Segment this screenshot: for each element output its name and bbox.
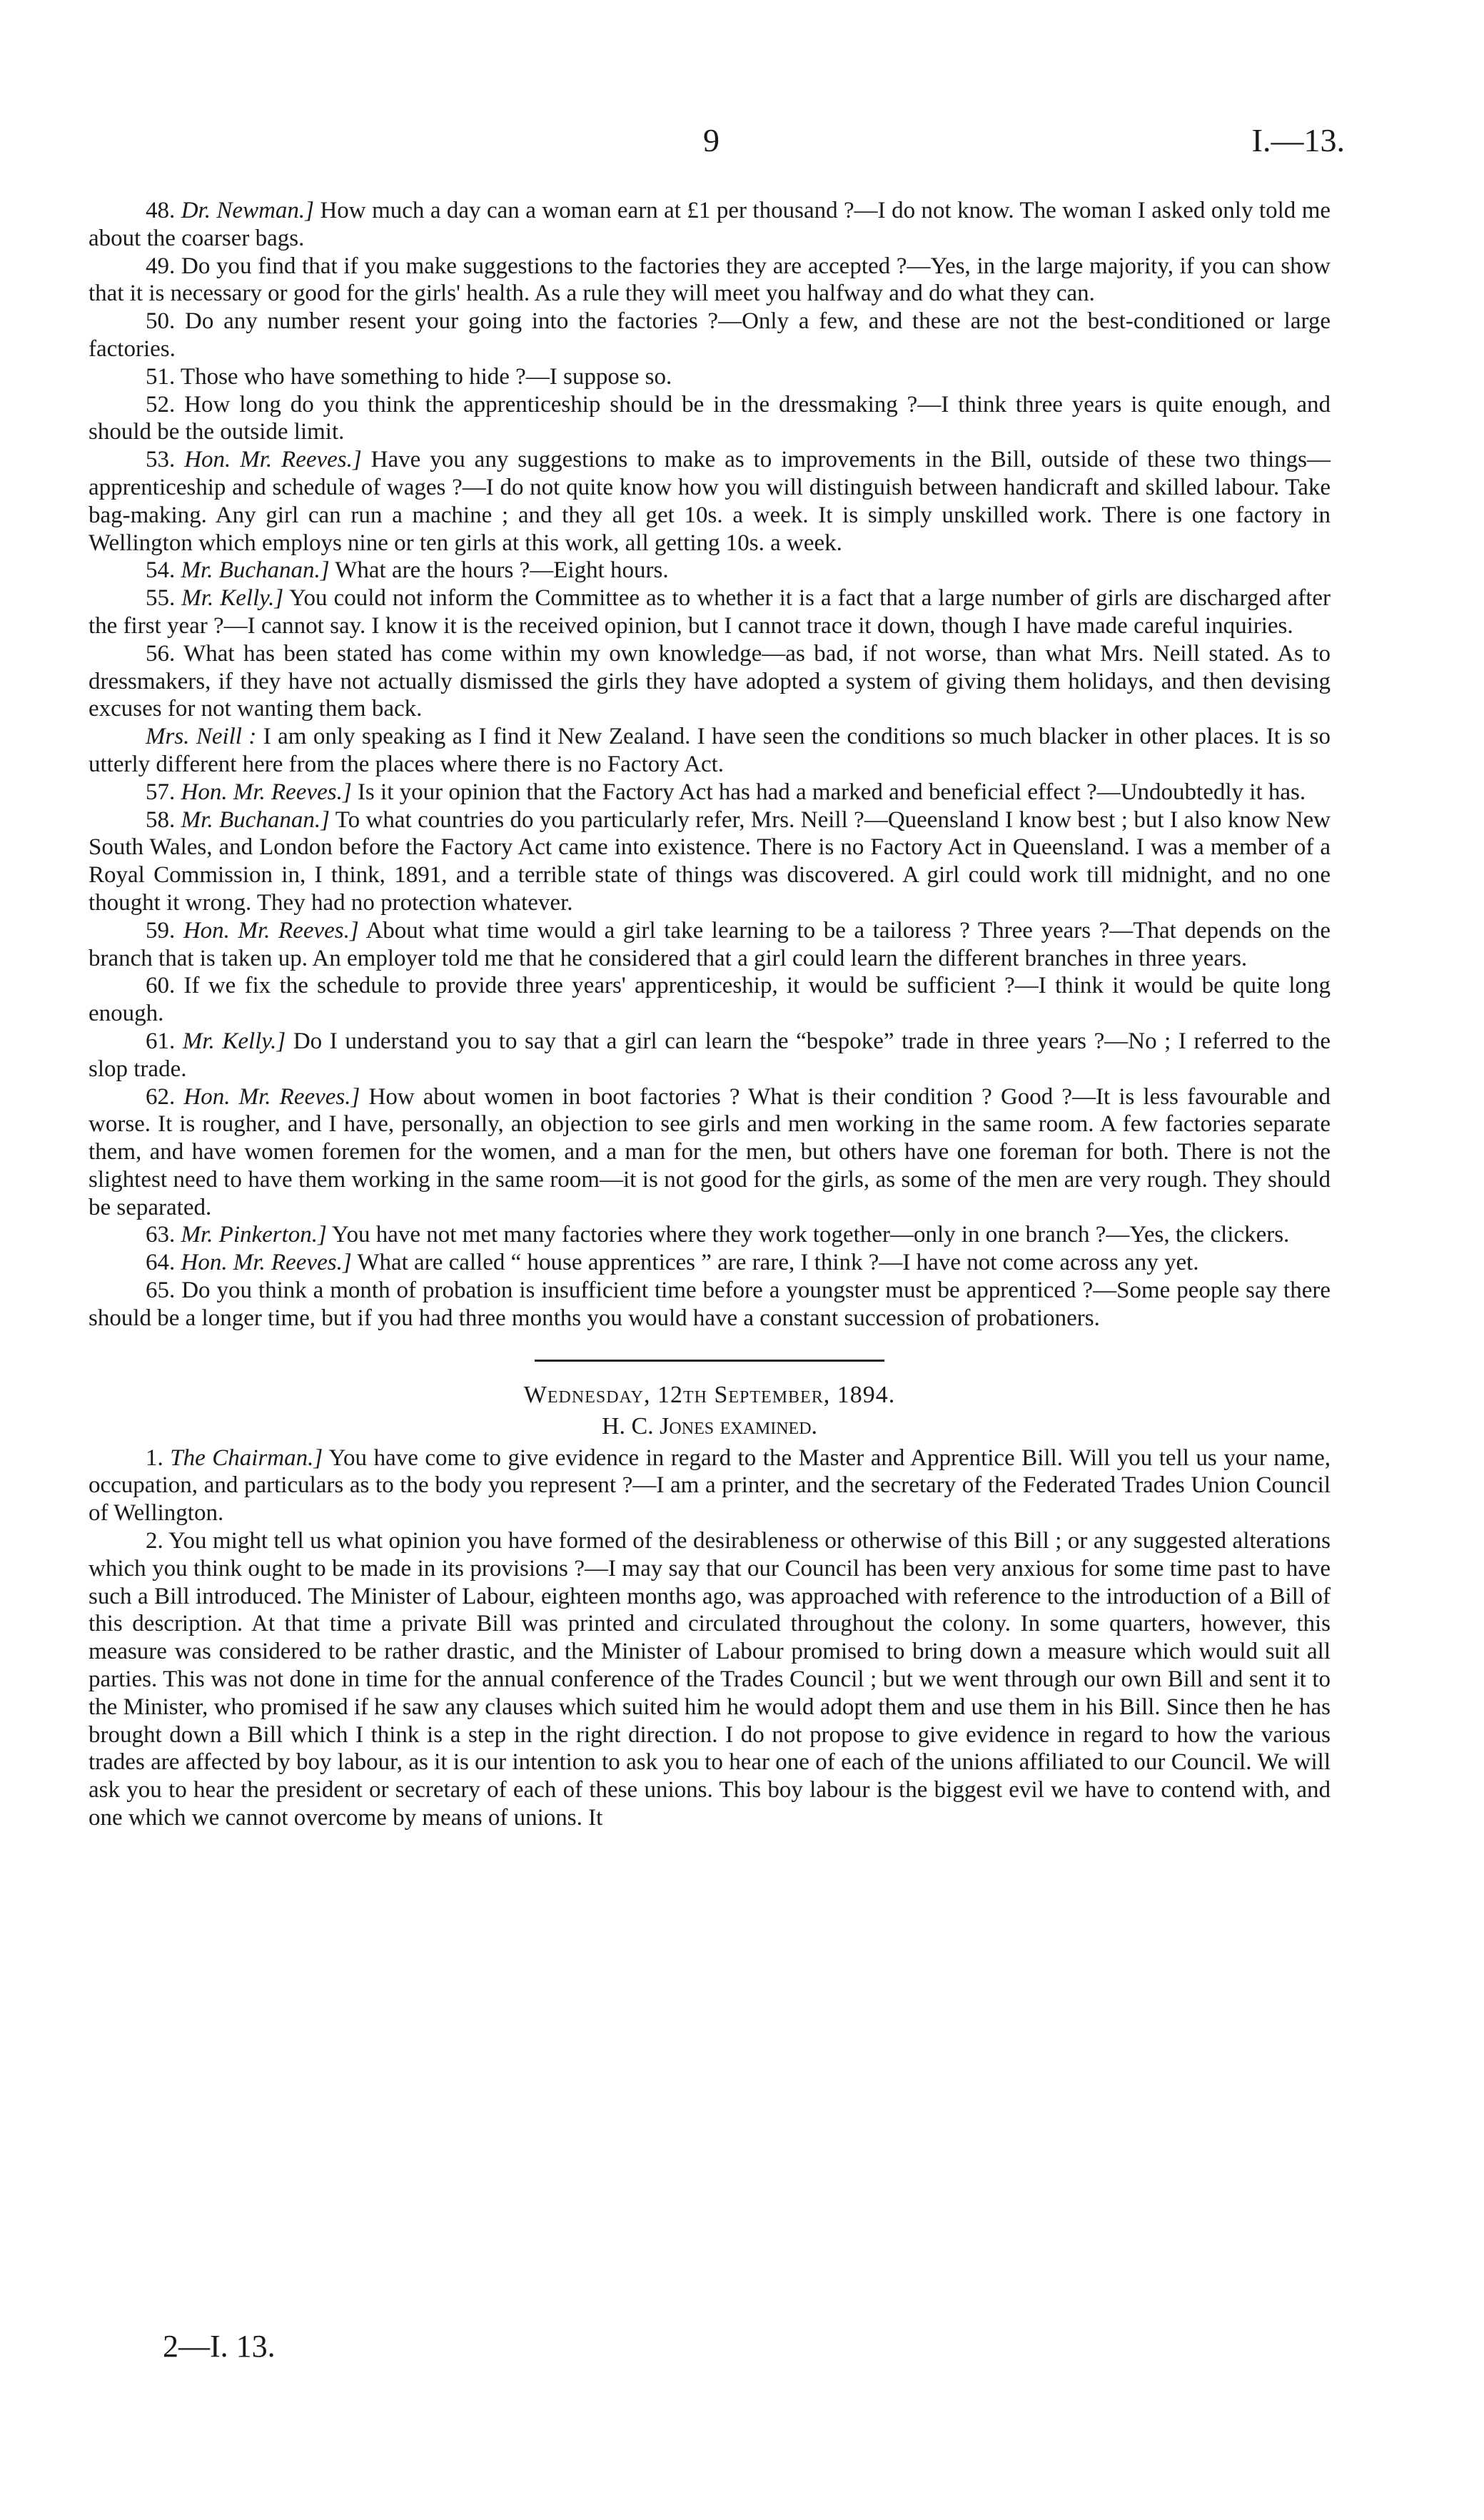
question-number: 55. <box>146 585 182 612</box>
paragraph-text: You might tell us what opinion you have formed of the desirableness or otherwise of this Bill ; or any suggested alterations which you think ought to be made in its provisions ?—I may say that our Council has been very anxious for some time past to have such a Bill introduced. The Minister of Labour, eighteen months ago, was approached with reference to the introduction of a Bill of this description. At that time a private Bill was printed and circulated throughout the colony. In some quarters, however, this measure was considered to be rather drastic, and the Minister of Labour promised to bring down a measure which would suit all parties. This was not done in time for the annual conference of the Trades Council ; but we went through our own Bill and sent it to the Minister, who promised if he saw any clauses which suited him he would adopt them and use them in his Bill. Since then he has brought down a Bill which I think is a step in the right direction. I do not propose to give evidence in regard to how the various trades are affected by boy labour, as it is our intention to ask you to hear one of each of the unions affiliated to our Council. We will ask you to hear the president or secretary of each of these unions. This boy labour is the biggest evil we have to contend with, and one which we cannot overcome by means of unions. It <box>89 1528 1331 1831</box>
speaker-name: Mr. Buchanan.] <box>181 557 330 584</box>
evidence-paragraph <box>89 1444 1331 1527</box>
question-number: 50. <box>146 308 186 335</box>
speaker-name: Hon. Mr. Reeves.] <box>181 779 352 805</box>
question-number: 2. <box>146 1528 168 1554</box>
speaker-name: Mrs. Neill : <box>146 724 257 750</box>
evidence-paragraph <box>89 391 1331 447</box>
witness-heading: H. C. Jones examined. <box>601 1412 818 1439</box>
question-number: 64. <box>146 1250 181 1276</box>
witness-evidence-paragraphs <box>89 1444 1331 1832</box>
speaker-name: Hon. Mr. Reeves.] <box>184 447 362 473</box>
question-number: 54. <box>146 557 181 584</box>
speaker-name: Mr. Kelly.] <box>182 1028 286 1054</box>
paragraph-text: Do you think a month of probation is insufficient time before a youngster must be apprenticed ?—Some people say there should be a longer time, but if you had three months you would have a constant succession of probationers. <box>89 1277 1331 1331</box>
question-number: 51. <box>146 363 181 390</box>
evidence-paragraph <box>89 1527 1331 1832</box>
evidence-paragraph <box>89 1221 1331 1249</box>
document-body <box>89 197 1331 1832</box>
evidence-paragraph <box>89 446 1331 557</box>
speaker-name: Hon. Mr. Reeves.] <box>183 917 359 943</box>
session-date-text: Wednesday, 12th September, 1894. <box>523 1381 896 1408</box>
evidence-paragraph <box>89 917 1331 973</box>
speaker-name: Mr. Kelly.] <box>181 585 284 612</box>
evidence-paragraph <box>89 557 1331 585</box>
paragraph-text: What are called “ house apprentices ” are rare, I think ?—I have not come across any yet. <box>351 1250 1199 1276</box>
paragraph-text: Do you find that if you make suggestions to the factories they are accepted ?—Yes, in the large majority, if you can show that it is necessary or good for the girls' health. As a rule they will meet you halfway and do what they can. <box>89 253 1331 307</box>
section-divider <box>535 1360 884 1362</box>
paragraph-text: You have not met many factories where they work together—only in one branch ?—Yes, the clickers. <box>326 1222 1290 1248</box>
paragraph-text: How about women in boot factories ? What is their condition ? Good ?—It is less favourable and worse. It is rougher, and I have, personally, an objection to see girls and men working in the same room. A few factories separate them, and have women foremen for the women, and a man for the men, but others have one foreman for both. There is not the slightest need to have them working in the same room—it is not good for the girls, as some of the men are very rough. They should be separated. <box>89 1083 1331 1220</box>
evidence-paragraph <box>89 585 1331 640</box>
evidence-paragraph <box>89 806 1331 917</box>
speaker-name: Hon. Mr. Reeves.] <box>183 1083 360 1110</box>
speaker-name: Hon. Mr. Reeves.] <box>181 1250 352 1276</box>
question-number: 61. <box>146 1028 183 1054</box>
evidence-paragraph <box>89 253 1331 308</box>
session-date <box>89 1382 1331 1409</box>
question-number: 60. <box>146 973 184 999</box>
evidence-paragraph <box>89 972 1331 1028</box>
question-number: 49. <box>146 253 181 279</box>
evidence-paragraph <box>89 197 1331 253</box>
paragraph-text: Is it your opinion that the Factory Act has had a marked and beneficial effect ?—Undoubtedly it has. <box>351 779 1306 805</box>
paragraph-text: If we fix the schedule to provide three years' apprenticeship, it would be sufficient ?—I think it would be quite long enough. <box>89 973 1331 1027</box>
paragraph-text: To what countries do you particularly refer, Mrs. Neill ?—Queensland I know best ; but I also know New South Wales, and London before the Factory Act came into existence. There is no Factory Act in Queensland. I was a member of a Royal Commission in, I think, 1891, and a terrible state of things was discovered. A girl could work till midnight, and no one thought it wrong. They had no protection whatever. <box>89 806 1331 916</box>
paragraph-text: About what time would a girl take learning to be a tailoress ? Three years ?—That depends on the branch that is taken up. An employer told me that he considered that a girl could learn the different branches in three years. <box>89 917 1331 971</box>
evidence-paragraph <box>89 640 1331 723</box>
paragraph-text: You could not inform the Committee as to whether it is a fact that a large number of girls are discharged after the first year ?—I cannot say. I know it is the received opinion, but I cannot trace it down, though I have made careful inquiries. <box>89 585 1331 639</box>
paragraph-text: What has been stated has come within my own knowledge—as bad, if not worse, than what Mrs. Neill stated. As to dressmakers, if they have not actually dismissed the girls they have adopted a system of giving them holidays, and then devising excuses for not wanting them back. <box>89 640 1331 722</box>
question-number: 52. <box>146 391 185 418</box>
paragraph-text: You have come to give evidence in regard to the Master and Apprentice Bill. Will you tell us your name, occupation, and particulars as to the body you represent ?—I am a printer, and the secretary of the Federated Trades Union Council of Wellington. <box>89 1444 1331 1527</box>
page-number: 9 <box>703 122 720 158</box>
evidence-paragraph <box>89 1028 1331 1083</box>
evidence-paragraph <box>89 1249 1331 1277</box>
paragraph-text: Have you any suggestions to make as to improvements in the Bill, outside of these two things—apprenticeship and schedule of wages ?—I do not quite know how you will distinguish between handicraft and skilled labour. Take bag-making. Any girl can run a machine ; and they all get 10s. a week. It is simply unskilled work. There is one factory in Wellington which employs nine or ten girls at this work, all getting 10s. a week. <box>89 447 1331 556</box>
paragraph-text: How long do you think the apprenticeship should be in the dressmaking ?—I think three years is quite enough, and should be the outside limit. <box>89 391 1331 445</box>
paragraph-text: How much a day can a woman earn at £1 per thousand ?—I do not know. The woman I asked only told me about the coarser bags. <box>89 198 1331 251</box>
evidence-paragraph <box>89 308 1331 363</box>
paragraph-text: Do any number resent your going into the factories ?—Only a few, and these are not the best-conditioned or large factories. <box>89 308 1331 362</box>
paragraph-text: Those who have something to hide ?—I suppose so. <box>180 363 672 390</box>
question-number: 59. <box>146 917 183 943</box>
document-reference: I.—13. <box>1251 122 1345 158</box>
evidence-paragraphs <box>89 197 1331 1332</box>
signature-mark: 2—I. 13. <box>163 2329 276 2364</box>
question-number: 1. <box>146 1444 171 1471</box>
paragraph-text: I am only speaking as I find it New Zealand. I have seen the conditions so much blacker in other places. It is so utterly different here from the places where there is no Factory Act. <box>89 724 1331 777</box>
question-number: 56. <box>146 640 184 667</box>
paragraph-text: What are the hours ?—Eight hours. <box>329 557 669 584</box>
evidence-paragraph <box>89 723 1331 779</box>
question-number: 65. <box>146 1277 182 1304</box>
question-number: 48. <box>146 198 181 223</box>
evidence-paragraph <box>89 1083 1331 1222</box>
evidence-paragraph <box>89 363 1331 391</box>
speaker-name: Mr. Buchanan.] <box>181 806 330 833</box>
speaker-name: The Chairman.] <box>170 1444 323 1471</box>
speaker-name: Mr. Pinkerton.] <box>181 1222 327 1248</box>
evidence-paragraph <box>89 779 1331 806</box>
question-number: 58. <box>146 806 181 833</box>
question-number: 63. <box>146 1222 181 1248</box>
question-number: 57. <box>146 779 181 805</box>
paragraph-text: Do I understand you to say that a girl can learn the “bespoke” trade in three years ?—No ; I referred to the slop trade. <box>89 1028 1331 1082</box>
question-number: 62. <box>146 1083 184 1110</box>
speaker-name: Dr. Newman.] <box>181 198 315 223</box>
question-number: 53. <box>146 447 185 473</box>
evidence-paragraph <box>89 1277 1331 1332</box>
